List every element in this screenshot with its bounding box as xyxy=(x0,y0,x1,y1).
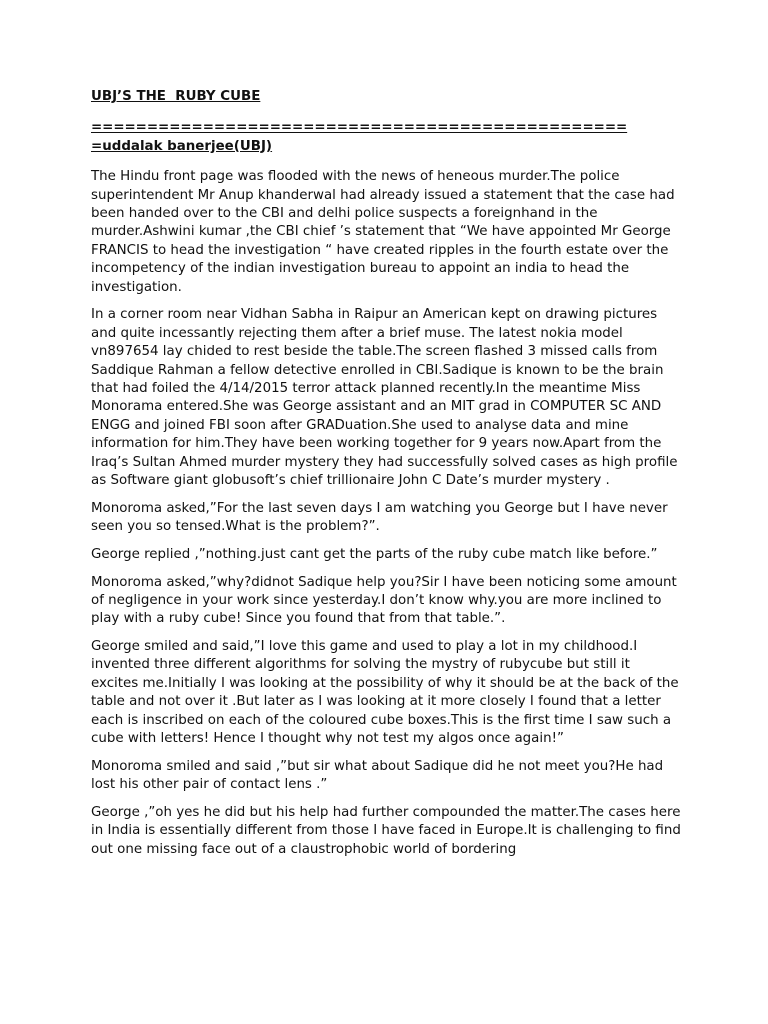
paragraph: The Hindu front page was flooded with the news of heneous murder.The police superintendent Mr Anup khanderwal had already issued a statement that the case had been handed over to the CBI and delhi police suspects a foreignhand in the murder.Ashwini kumar ,the CBI chief ’s statement that “We have appointed Mr George FRANCIS to head the investigation “ have created ripples in the fourth estate over the incompetency of the indian investigation bureau to appoint an india to head the investigation. xyxy=(91,169,675,295)
paragraph: Monoroma asked,”why?didnot Sadique help you?Sir I have been noticing some amount of negligence in your work since yesterday.I don’t know why.you are more inclined to play with a ruby cube! Since you found that from that table.”. xyxy=(91,574,677,627)
paragraph: George ,”oh yes he did but his help had further compounded the matter.The cases here in India is essentially different from those I have faced in Europe.It is challenging to find out one missing face out of a claustrophobic world of bordering xyxy=(91,804,681,857)
paragraph: Monoroma asked,”For the last seven days I am watching you George but I have never seen you so tensed.What is the problem?”. xyxy=(91,500,668,535)
paragraph: George replied ,”nothing.just cant get the parts of the ruby cube match like before.” xyxy=(91,546,658,562)
document-title: UBJ’S THE RUBY CUBE xyxy=(91,89,261,104)
paragraph: George smiled and said,”I love this game and used to play a lot in my childhood.I invented three different algorithms for solving the mystry of rubycube but still it excites me.Initially I was looking at the possibility of why it should be at the back of the table and not over it .But later as I was looking at it more closely I found that a letter each is inscribed on each of the coloured cube boxes.This is the first time I saw such a cube with letters! Hence I thought why not test my algos once again!” xyxy=(91,639,679,747)
paragraph: In a corner room near Vidhan Sabha in Raipur an American kept on drawing pictures and quite incessantly rejecting them after a brief muse. The latest nokia model vn897654 lay chided to rest beside the table.The screen flashed 3 missed calls from Saddique Rahman a fellow detective enrolled in CBI.Sadique is known to be the brain that had foiled the 4/14/2015 terror attack planned recently.In the meantime Miss Monorama entered.She was George assistant and an MIT grad in COMPUTER SC AND ENGG and joined FBI soon after GRADuation.She used to analyse data and mine information for him.They have been working together for 9 years now.Apart from the Iraq’s Sultan Ahmed murder mystery they had successfully solved cases as high profile as Software giant globusoft’s chief trillionaire John C Date’s murder mystery . xyxy=(91,307,678,489)
title-rule: ================================================ xyxy=(91,120,628,136)
document-page xyxy=(91,88,691,868)
paragraph: Monoroma smiled and said ,”but sir what about Sadique did he not meet you?He had lost his other pair of contact lens .” xyxy=(91,758,664,793)
author-line: =uddalak banerjee(UBJ) xyxy=(91,138,273,154)
